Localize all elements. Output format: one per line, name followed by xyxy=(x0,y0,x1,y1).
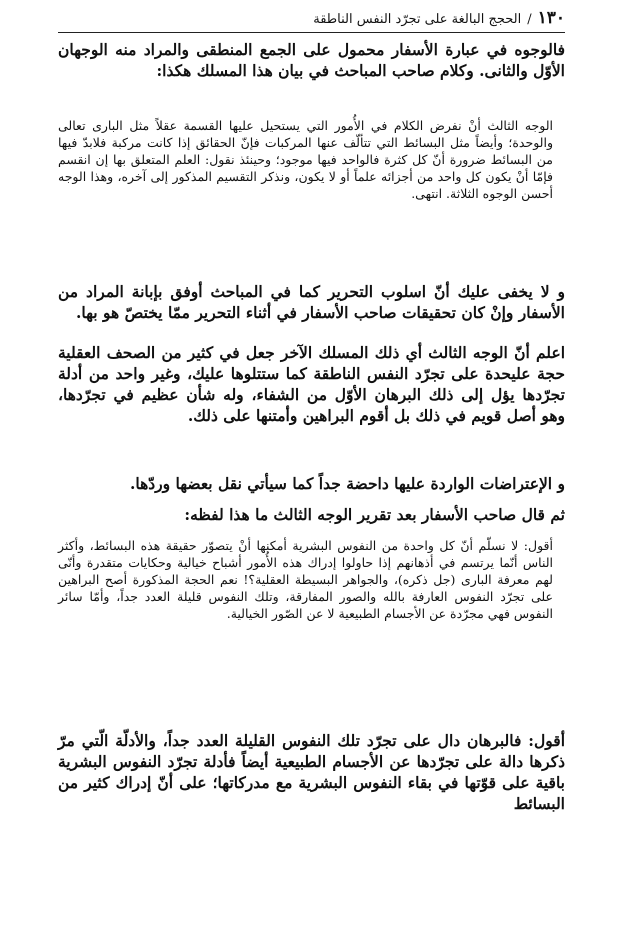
paragraph-3: اعلم أنّ الوجه الثالث أي ذلك المسلك الآخر جعل في كثير من الصحف العقلية حجة عليحدة على تجرّد النفس الناطقة كما ستتلوها عليك، وغير واحد من أدلة تجرّدها يؤل إلى ذلك البرهان الأوّل من الشفاء، وله شأن عظيم في تجرّدها، وهو أصل قويم في ذلك بل أقوم البراهين وأمتنها على ذلك. xyxy=(58,343,565,425)
paragraph-4: و الإعتراضات الواردة عليها داحضة جداً كما سيأتي نقل بعضها وردّها. xyxy=(129,474,565,493)
quotation-2: أقول: لا نسلّم أنّ كل واحدة من النفوس البشرية أمكنها أنْ يتصوّر حقيقة هذه البسائط، وأكثر الناس أنّما يرتسم في أذهانهم إذا حاولوا إدراك هذه الأُمور أشباح خيالية وحكايات متقدرة وأنّى لهم معرفة البارى (جل ذكره)، والجواهر البسيطة العقلية؟! نعم الحجة المذكورة أصح البراهين على تجرّد النفوس العارفة بالله والصور المفارقة، وتلك النفوس قليلة العدد جداً، وأمّا سائر النفوس فهي مجرّدة عن الأجسام الطبيعية لا عن الصّور الخيالية. xyxy=(58,538,553,621)
header-separator: / xyxy=(527,12,532,27)
paragraph-6: أقول: فالبرهان دال على تجرّد تلك النفوس القليلة العدد جداً، والأدلّة الّتي مرّ ذكرها دالة على تجرّدها عن الأجسام الطبيعية أيضاً فأدلة تجرّد النفوس البشرية باقية على قوّتها في بقاء النفوس البشرية مع مدركاتها؛ على أنّ إدراك كثير من البسائط xyxy=(58,731,565,813)
paragraph-5: ثم قال صاحب الأسفار بعد تقرير الوجه الثالث ما هذا لفظه: xyxy=(184,505,565,524)
running-header xyxy=(58,8,565,33)
running-title: الحجج البالغة على تجرّد النفس الناطقة xyxy=(313,12,522,27)
quotation-1: الوجه الثالث أنْ نفرض الكلام في الأُمور التي يستحيل عليها القسمة عقلاً مثل البارى تعالى والوحدة؛ وأيضاً مثل البسائط التي تتألّف عنها المركبات فإنّ الحقائق إذا كانت مركبة فلابدّ فيها من البسائط ضرورة أنّ كل كثرة فالواحد فيها موجود؛ وحينئذ نقول: العلم المتعلق بها إن انقسم فإمّا أنْ يكون كل واحد من أجزائه علماً أو لا يكون، ونذكر التقسيم المذكور إلى آخره، وهذا الوجه أحسن الوجوه الثلاثة. انتهى. xyxy=(58,118,553,201)
paragraph-2: و لا يخفى عليك أنّ اسلوب التحرير كما في المباحث أوفق بإبانة المراد من الأسفار وإنْ كان تحقيقات صاحب الأسفار في أثناء التحرير ممّا يختصّ هو بها. xyxy=(58,282,565,322)
paragraph-1: فالوجوه في عبارة الأسفار محمول على الجمع المنطقى والمراد منه الوجهان الأوّل والثانى. وكلام صاحب المباحث في بيان هذا المسلك هكذا: xyxy=(58,40,565,80)
page-number: ١٣٠ xyxy=(537,8,565,28)
